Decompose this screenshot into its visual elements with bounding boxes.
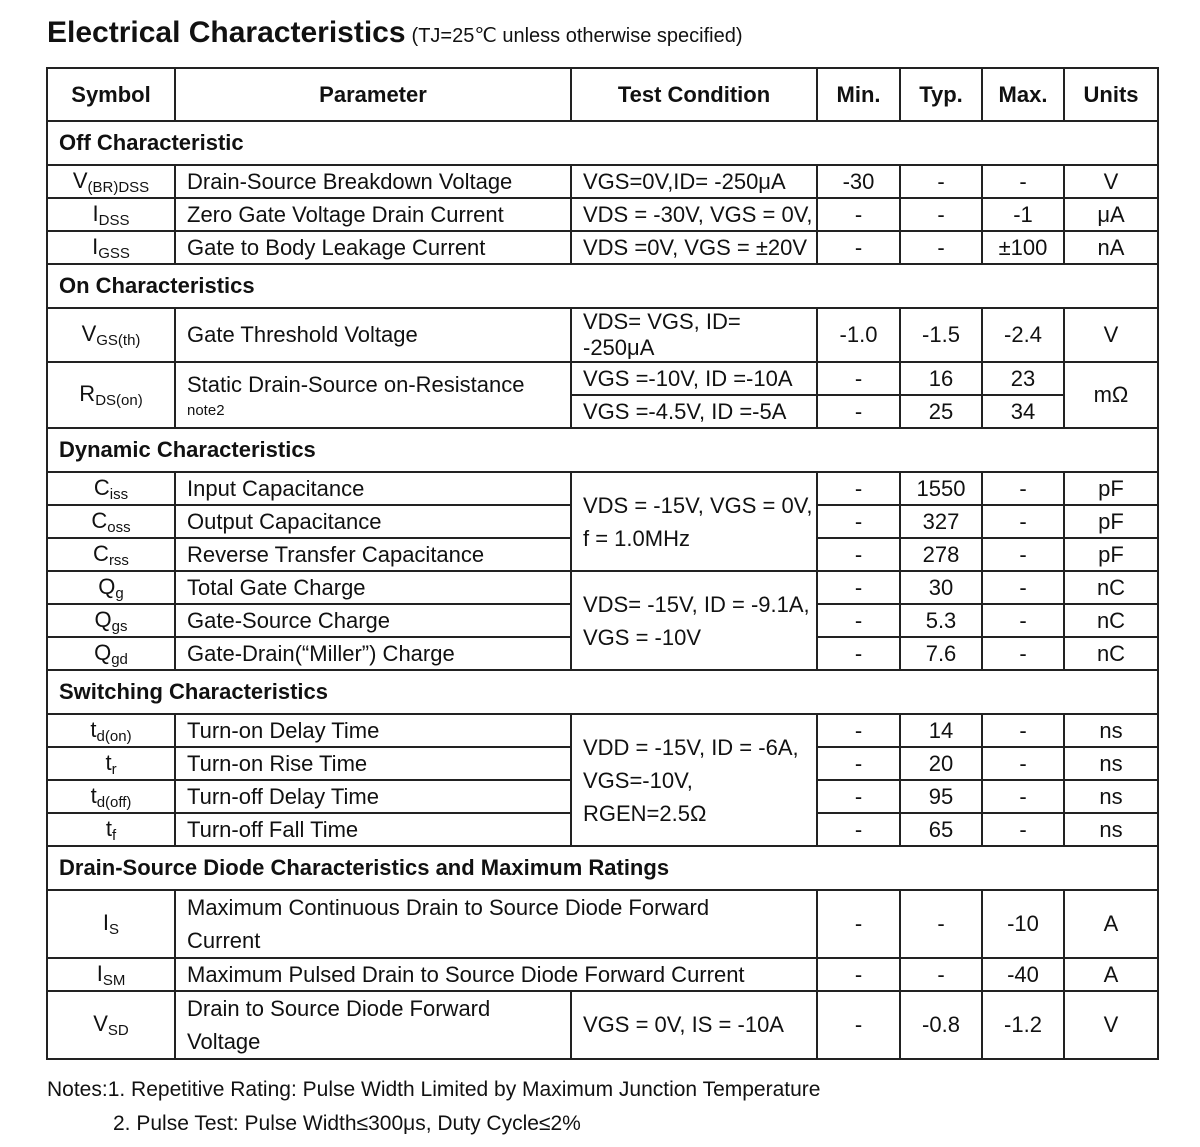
max-cell: - (982, 813, 1064, 846)
table-row (47, 198, 1158, 231)
table-row (47, 991, 1158, 1059)
typ-cell: - (900, 198, 982, 231)
unit-cell: nC (1064, 604, 1158, 637)
min-cell: - (817, 747, 900, 780)
typ-cell: 25 (900, 395, 982, 428)
table-row (47, 571, 1158, 604)
page-title (47, 16, 742, 50)
symbol-cell: $t_f$ (47, 813, 175, 846)
parameter-cell: Reverse Transfer Capacitance (175, 538, 571, 571)
max-cell: - (982, 571, 1064, 604)
table-row (47, 472, 1158, 505)
min-cell: -1.0 (817, 308, 900, 362)
min-cell: - (817, 571, 900, 604)
max-cell: - (982, 637, 1064, 670)
unit-cell: ns (1064, 780, 1158, 813)
typ-cell: 30 (900, 571, 982, 604)
table-row (47, 308, 1158, 362)
header-max: Max. (982, 68, 1064, 121)
max-cell: - (982, 714, 1064, 747)
min-cell: - (817, 637, 900, 670)
parameter-cell: Turn-on Delay Time (175, 714, 571, 747)
symbol-cell: $V_{SD}$ (47, 991, 175, 1059)
parameter-cell: Gate-Drain(“Miller”) Charge (175, 637, 571, 670)
unit-cell: A (1064, 890, 1158, 958)
section-row (47, 121, 1158, 165)
unit-cell: V (1064, 308, 1158, 362)
parameter-cell: Drain to Source Diode Forward Voltage (175, 991, 571, 1059)
header-units: Units (1064, 68, 1158, 121)
min-cell: -30 (817, 165, 900, 198)
section-row (47, 846, 1158, 890)
table-header-row (47, 68, 1158, 121)
condition-cell: VDS= -15V, ID = -9.1A, VGS = -10V (571, 571, 817, 670)
max-cell: - (982, 505, 1064, 538)
section-row (47, 670, 1158, 714)
min-cell: - (817, 198, 900, 231)
parameter-cell: Input Capacitance (175, 472, 571, 505)
max-cell: 34 (982, 395, 1064, 428)
table-row (47, 231, 1158, 264)
max-cell: -1 (982, 198, 1064, 231)
max-cell: - (982, 780, 1064, 813)
note-ref: note2 (187, 401, 225, 419)
symbol-cell: $C_{iss}$ (47, 472, 175, 505)
section-row (47, 428, 1158, 472)
max-cell: -10 (982, 890, 1064, 958)
max-cell: - (982, 538, 1064, 571)
typ-cell: -1.5 (900, 308, 982, 362)
max-cell: -1.2 (982, 991, 1064, 1059)
typ-cell: 327 (900, 505, 982, 538)
unit-cell: V (1064, 991, 1158, 1059)
symbol-cell: $t_{d(on)}$ (47, 714, 175, 747)
min-cell: - (817, 958, 900, 991)
min-cell: - (817, 813, 900, 846)
unit-cell: ns (1064, 747, 1158, 780)
min-cell: - (817, 538, 900, 571)
symbol-cell: $t_{d(off)}$ (47, 780, 175, 813)
electrical-characteristics-table (46, 67, 1159, 1060)
typ-cell: - (900, 165, 982, 198)
typ-cell: - (900, 231, 982, 264)
parameter-cell: Static Drain-Source on-Resistance note2 (175, 362, 571, 428)
note-2: 2. Pulse Test: Pulse Width≤300μs, Duty Cycle≤2% (113, 1112, 581, 1135)
notes (47, 1078, 820, 1136)
typ-cell: 20 (900, 747, 982, 780)
max-cell: - (982, 604, 1064, 637)
symbol-cell: $I_S$ (47, 890, 175, 958)
parameter-cell: Gate Threshold Voltage (175, 308, 571, 362)
parameter-cell: Total Gate Charge (175, 571, 571, 604)
symbol-cell: $R_{DS(on)}$ (47, 362, 175, 428)
parameter-cell: Gate to Body Leakage Current (175, 231, 571, 264)
parameter-cell: Maximum Continuous Drain to Source Diode Forward Current (175, 890, 817, 958)
parameter-cell: Drain-Source Breakdown Voltage (175, 165, 571, 198)
max-cell: - (982, 747, 1064, 780)
symbol-cell: $I_{DSS}$ (47, 198, 175, 231)
header-min: Min. (817, 68, 900, 121)
symbol-cell: $C_{rss}$ (47, 538, 175, 571)
parameter-cell: Turn-off Fall Time (175, 813, 571, 846)
symbol-cell: $I_{GSS}$ (47, 231, 175, 264)
parameter-cell: Gate-Source Charge (175, 604, 571, 637)
condition-cell: VDD = -15V, ID = -6A, VGS=-10V, RGEN=2.5Ω (571, 714, 817, 846)
header-test-condition: Test Condition (571, 68, 817, 121)
section-switching: Switching Characteristics (47, 670, 1158, 714)
typ-cell: 278 (900, 538, 982, 571)
max-cell: - (982, 165, 1064, 198)
condition-cell: VGS =-4.5V, ID =-5A (571, 395, 817, 428)
table-row (47, 362, 1158, 395)
min-cell: - (817, 231, 900, 264)
max-cell: - (982, 472, 1064, 505)
header-symbol: Symbol (47, 68, 175, 121)
min-cell: - (817, 714, 900, 747)
table-row (47, 958, 1158, 991)
symbol-cell: $V_{GS(th)}$ (47, 308, 175, 362)
unit-cell: A (1064, 958, 1158, 991)
unit-cell: V (1064, 165, 1158, 198)
section-dynamic: Dynamic Characteristics (47, 428, 1158, 472)
title-condition-note: (TJ=25℃ unless otherwise specified) (411, 25, 743, 47)
table-row (47, 165, 1158, 198)
min-cell: - (817, 395, 900, 428)
max-cell: -2.4 (982, 308, 1064, 362)
typ-cell: 16 (900, 362, 982, 395)
section-on: On Characteristics (47, 264, 1158, 308)
condition-cell: VDS = -15V, VGS = 0V, f = 1.0MHz (571, 472, 817, 571)
parameter-cell: Turn-off Delay Time (175, 780, 571, 813)
header-parameter: Parameter (175, 68, 571, 121)
note-1: Notes:1. Repetitive Rating: Pulse Width Limited by Maximum Junction Temperature (47, 1078, 821, 1101)
unit-cell: ns (1064, 813, 1158, 846)
typ-cell: 5.3 (900, 604, 982, 637)
typ-cell: - (900, 958, 982, 991)
min-cell: - (817, 604, 900, 637)
unit-cell: nC (1064, 637, 1158, 670)
parameter-cell: Turn-on Rise Time (175, 747, 571, 780)
unit-cell: pF (1064, 538, 1158, 571)
symbol-cell: $I_{SM}$ (47, 958, 175, 991)
condition-cell: VGS =-10V, ID =-10A (571, 362, 817, 395)
parameter-cell: Maximum Pulsed Drain to Source Diode Forward Current (175, 958, 817, 991)
min-cell: - (817, 505, 900, 538)
symbol-cell: $V_{(BR)DSS}$ (47, 165, 175, 198)
condition-cell: VGS = 0V, IS = -10A (571, 991, 817, 1059)
typ-cell: 65 (900, 813, 982, 846)
table-row (47, 890, 1158, 958)
unit-cell: pF (1064, 505, 1158, 538)
condition-cell: VDS= VGS, ID= -250μA (571, 308, 817, 362)
unit-cell: μA (1064, 198, 1158, 231)
unit-cell: nC (1064, 571, 1158, 604)
section-off: Off Characteristic (47, 121, 1158, 165)
condition-cell: VDS = -30V, VGS = 0V, (571, 198, 817, 231)
unit-cell: pF (1064, 472, 1158, 505)
symbol-cell: $C_{oss}$ (47, 505, 175, 538)
min-cell: - (817, 362, 900, 395)
typ-cell: 95 (900, 780, 982, 813)
section-row (47, 264, 1158, 308)
unit-cell: nA (1064, 231, 1158, 264)
min-cell: - (817, 991, 900, 1059)
symbol-cell: $t_r$ (47, 747, 175, 780)
section-diode: Drain-Source Diode Characteristics and Maximum Ratings (47, 846, 1158, 890)
unit-cell: ns (1064, 714, 1158, 747)
table-row (47, 714, 1158, 747)
typ-cell: -0.8 (900, 991, 982, 1059)
typ-cell: 14 (900, 714, 982, 747)
parameter-cell: Zero Gate Voltage Drain Current (175, 198, 571, 231)
symbol-cell: $Q_g$ (47, 571, 175, 604)
unit-cell: mΩ (1064, 362, 1158, 428)
condition-cell: VDS =0V, VGS = ±20V (571, 231, 817, 264)
typ-cell: 7.6 (900, 637, 982, 670)
max-cell: -40 (982, 958, 1064, 991)
max-cell: 23 (982, 362, 1064, 395)
min-cell: - (817, 472, 900, 505)
min-cell: - (817, 890, 900, 958)
max-cell: ±100 (982, 231, 1064, 264)
symbol-cell: $Q_{gd}$ (47, 637, 175, 670)
header-typ: Typ. (900, 68, 982, 121)
typ-cell: 1550 (900, 472, 982, 505)
condition-cell: VGS=0V,ID= -250μA (571, 165, 817, 198)
symbol-cell: $Q_{gs}$ (47, 604, 175, 637)
parameter-cell: Output Capacitance (175, 505, 571, 538)
min-cell: - (817, 780, 900, 813)
typ-cell: - (900, 890, 982, 958)
title-text: Electrical Characteristics (47, 16, 406, 49)
